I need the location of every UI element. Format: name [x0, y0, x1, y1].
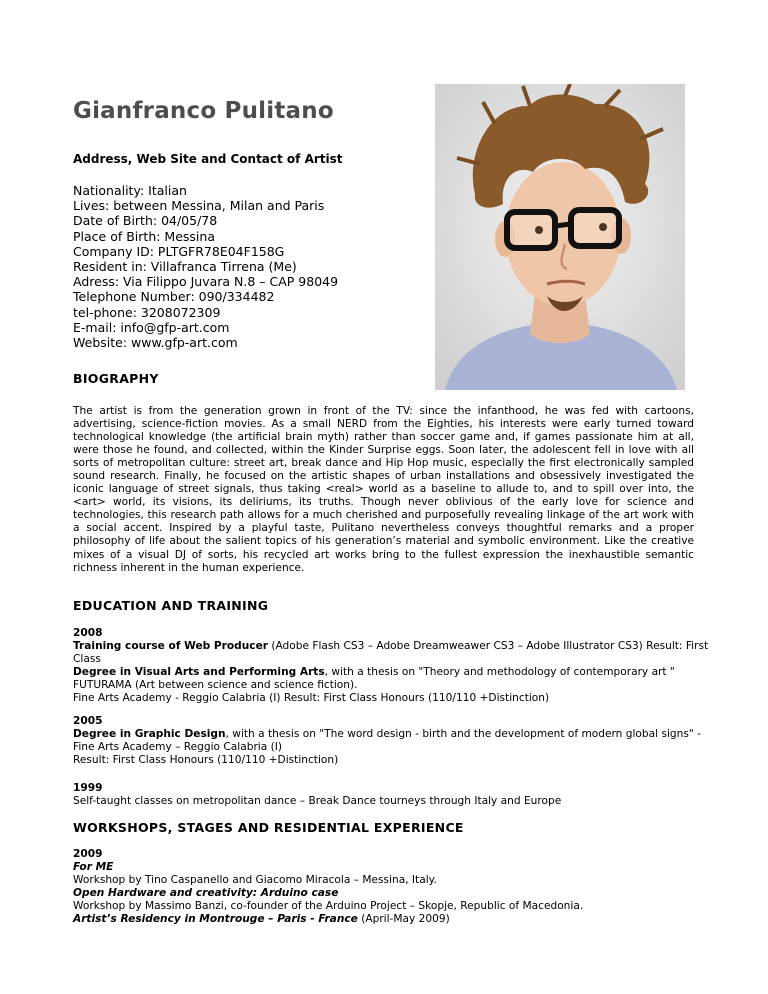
info-website: Website: www.gfp-art.com: [73, 335, 238, 351]
workshop-for-me-text: Workshop by Tino Caspanello and Giacomo Miracola – Messina, Italy.: [73, 874, 437, 887]
info-address: Adress: Via Filippo Juvara N.8 – CAP 98049: [73, 274, 339, 290]
graphic-design-title: Degree in Graphic Design: [73, 728, 226, 741]
workshops-heading: WORKSHOPS, STAGES AND RESIDENTIAL EXPERIENCE: [73, 820, 464, 835]
info-nationality: Nationality: Italian: [73, 183, 187, 198]
info-resident: Resident in: Villafranca Tirrena (Me): [73, 259, 297, 275]
education-2008-block: [73, 627, 713, 706]
info-company-id: Company ID: PLTGFR78E04F158G: [73, 243, 285, 259]
info-lives: Lives: between Messina, Milan and Paris: [73, 198, 325, 214]
visual-arts-title: Degree in Visual Arts and Performing Arts: [73, 666, 325, 679]
education-1999-block: [73, 782, 713, 808]
portrait-illustration: [435, 84, 685, 390]
info-telephone: Telephone Number: 090/334482: [73, 289, 275, 305]
dance-classes: Self-taught classes on metropolitan dance – Break Dance tourneys through Italy and Europe: [73, 795, 562, 808]
web-producer-course: [73, 640, 713, 666]
year-2005: 2005: [73, 715, 103, 727]
workshop-arduino-title: Open Hardware and creativity: Arduino case: [73, 887, 339, 900]
biography-text: The artist is from the generation grown in front of the TV: since the infanthood, he was fed with cartoons, advertising, science-fiction movies. As a small NERD from the Eighties, his interests were early turned toward technological knowledge (the artificial brain myth) rather than soccer game and, if games passionate him at all, were those he found, and collected, within the Kinder Surprise eggs. Soon later, the adolescent fell in love with all sorts of metropolitan culture: street art, break dance and Hip Hop music, especially the first electronically sampled sound research. Finally, he focused on the artistic shapes of urban installations and obsessively investigated the iconic language of street signals, thus taking <real> world as a baseline to allude to, and to spill over into, the <art> world, its visions, its deliriums, its truths. Though never oblivious of the early love for science and technologies, this research path allows for a much cherished and purposefully revealing linkage of the art work with a social accent. Inspired by a playful taste, Pulitano nevertheless conveys thoughtful remarks and a proper philosophy of life about the salient topics of his generation’s material and symbolic environment. Like the creative mixes of a visual DJ of sorts, his recycled art works bring to the fullest expression the inexhaustible semantic richness inherent in the human experience.: [73, 405, 694, 574]
graphic-design-result: Result: First Class Honours (110/110 +Distinction): [73, 754, 339, 767]
year-2008: 2008: [73, 627, 103, 639]
workshop-arduino-text: Workshop by Massimo Banzi, co-founder of the Arduino Project – Skopje, Republic of Macedonia.: [73, 900, 584, 913]
visual-arts-degree: [73, 666, 713, 692]
web-producer-details: (Adobe Flash CS3 – Adobe Dreamweawer CS3 – Adobe Illustrator CS3) Result: First Class: [73, 640, 709, 666]
info-date-of-birth: Date of Birth: 04/05/78: [73, 213, 218, 229]
residency-montrouge: [73, 913, 713, 926]
info-place-of-birth: Place of Birth: Messina: [73, 228, 215, 244]
year-1999: 1999: [73, 782, 103, 794]
workshops-2009-block: [73, 848, 713, 927]
biography-heading: BIOGRAPHY: [73, 371, 159, 386]
graphic-design-degree: [73, 728, 713, 754]
graphic-design-details: , with a thesis on "The word design - birth and the development of modern global signs" - Fine Arts Academy – Reggio Calabria (I): [73, 728, 701, 754]
education-heading: EDUCATION AND TRAINING: [73, 598, 269, 613]
education-2005-block: [73, 715, 713, 767]
visual-arts-result: Fine Arts Academy - Reggio Calabria (I) Result: First Class Honours (110/110 +Distinction): [73, 692, 550, 705]
artist-portrait-photo: [435, 84, 685, 390]
residency-title: Artist’s Residency in Montrouge – Paris - France: [73, 913, 358, 926]
year-2009: 2009: [73, 848, 103, 860]
info-email: E-mail: info@gfp-art.com: [73, 319, 230, 335]
artist-name: Gianfranco Pulitano: [73, 98, 334, 124]
workshop-for-me-title: For ME: [73, 861, 114, 874]
residency-dates: (April-May 2009): [357, 913, 450, 926]
contact-info-list: [73, 183, 338, 350]
info-mobile: tel-phone: 3208072309: [73, 304, 221, 320]
contact-subtitle: Address, Web Site and Contact of Artist: [73, 152, 343, 166]
visual-arts-details: , with a thesis on "Theory and methodology of contemporary art " FUTURAMA (Art between science and science fiction).: [73, 666, 675, 692]
web-producer-title: Training course of Web Producer: [73, 640, 268, 653]
